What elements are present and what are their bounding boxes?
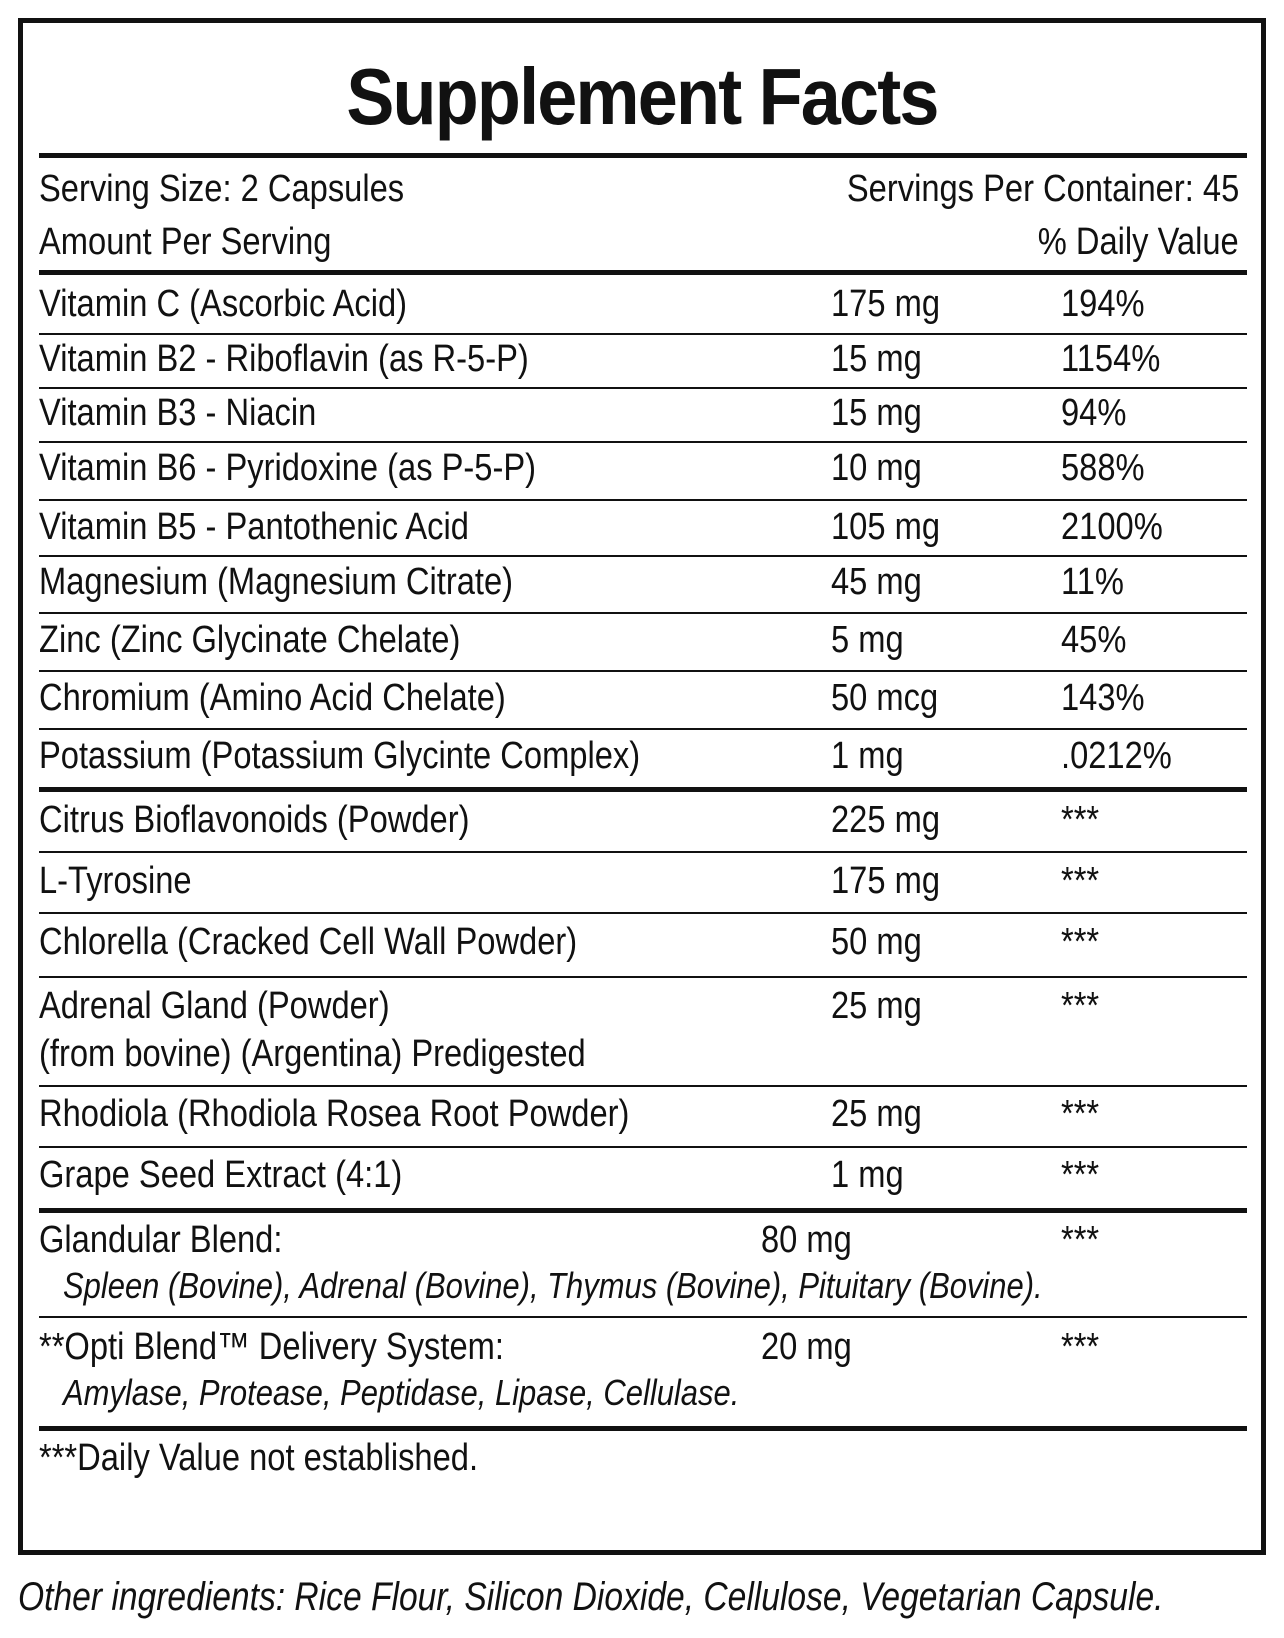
divider (39, 787, 1247, 792)
nutrient-daily-value: *** (1061, 860, 1100, 902)
row-divider (39, 728, 1247, 730)
blend-detail: Spleen (Bovine), Adrenal (Bovine), Thymus (Bovine), Pituitary (Bovine). (63, 1265, 1043, 1306)
row-divider (39, 670, 1247, 672)
nutrient-name: Chlorella (Cracked Cell Wall Powder) (39, 921, 578, 963)
nutrient-name: Vitamin B3 - Niacin (39, 392, 317, 434)
row-divider (39, 1085, 1247, 1087)
row-divider (39, 441, 1247, 443)
nutrient-name: Vitamin C (Ascorbic Acid) (39, 283, 408, 325)
divider (39, 1208, 1247, 1213)
nutrient-amount: 25 mg (831, 1093, 922, 1135)
nutrient-name: Citrus Bioflavonoids (Powder) (39, 799, 470, 841)
nutrient-amount: 175 mg (831, 283, 941, 325)
blend-name: Glandular Blend: (39, 1219, 283, 1261)
row-divider (39, 1146, 1247, 1148)
nutrient-amount: 1 mg (831, 1154, 904, 1196)
nutrient-daily-value: 143% (1061, 677, 1145, 719)
nutrient-amount: 15 mg (831, 338, 922, 380)
divider (39, 270, 1247, 275)
servings-per-container: Servings Per Container: 45 (846, 168, 1239, 210)
divider (39, 1426, 1247, 1431)
blend-daily-value: *** (1061, 1219, 1100, 1261)
nutrient-daily-value: .0212% (1061, 735, 1172, 777)
row-divider (39, 851, 1247, 853)
nutrient-daily-value: 2100% (1061, 506, 1163, 548)
nutrient-amount: 225 mg (831, 799, 941, 841)
nutrient-amount: 15 mg (831, 392, 922, 434)
nutrient-name: Vitamin B6 - Pyridoxine (as P-5-P) (39, 447, 537, 489)
row-divider (39, 976, 1247, 978)
nutrient-amount: 25 mg (831, 985, 922, 1027)
nutrient-daily-value: 94% (1061, 392, 1127, 434)
blend-amount: 80 mg (761, 1219, 852, 1261)
nutrient-daily-value: 11% (1061, 561, 1124, 603)
nutrient-name: Vitamin B2 - Riboflavin (as R-5-P) (39, 338, 529, 380)
row-divider (39, 499, 1247, 501)
blend-name: **Opti Blend™ Delivery System: (39, 1326, 504, 1368)
row-divider (39, 1316, 1247, 1318)
nutrient-daily-value: *** (1061, 1154, 1100, 1196)
blend-amount: 20 mg (761, 1326, 852, 1368)
nutrient-daily-value: *** (1061, 921, 1100, 963)
nutrient-name: Potassium (Potassium Glycinte Complex) (39, 735, 641, 777)
blend-detail: Amylase, Protease, Peptidase, Lipase, Cellulase. (63, 1372, 740, 1413)
other-ingredients: Other ingredients: Rice Flour, Silicon Dioxide, Cellulose, Vegetarian Capsule. (18, 1575, 1164, 1619)
nutrient-name: Grape Seed Extract (4:1) (39, 1154, 403, 1196)
row-divider (39, 912, 1247, 914)
nutrient-daily-value: 588% (1061, 447, 1145, 489)
row-divider (39, 555, 1247, 557)
nutrient-daily-value: *** (1061, 985, 1100, 1027)
nutrient-amount: 50 mcg (831, 677, 939, 719)
divider (39, 153, 1247, 158)
nutrient-name: L-Tyrosine (39, 860, 192, 902)
nutrient-amount: 105 mg (831, 506, 941, 548)
nutrient-name-detail: (from bovine) (Argentina) Predigested (39, 1033, 586, 1075)
supplement-facts-panel (18, 18, 1266, 1555)
panel-title: Supplement Facts (346, 52, 938, 141)
nutrient-name: Chromium (Amino Acid Chelate) (39, 677, 506, 719)
nutrient-name: Zinc (Zinc Glycinate Chelate) (39, 619, 461, 661)
nutrient-daily-value: *** (1061, 1093, 1100, 1135)
nutrient-amount: 175 mg (831, 860, 941, 902)
amount-per-serving-label: Amount Per Serving (39, 221, 332, 263)
nutrient-amount: 5 mg (831, 619, 904, 661)
footnote: ***Daily Value not established. (39, 1437, 479, 1479)
nutrient-amount: 10 mg (831, 447, 922, 489)
nutrient-amount: 1 mg (831, 735, 904, 777)
nutrient-name: Magnesium (Magnesium Citrate) (39, 561, 514, 603)
serving-size: Serving Size: 2 Capsules (39, 168, 405, 210)
nutrient-amount: 50 mg (831, 921, 922, 963)
nutrient-name: Adrenal Gland (Powder) (39, 985, 390, 1027)
blend-daily-value: *** (1061, 1326, 1100, 1368)
nutrient-daily-value: 45% (1061, 619, 1127, 661)
nutrient-daily-value: 194% (1061, 283, 1145, 325)
nutrient-name: Vitamin B5 - Pantothenic Acid (39, 506, 469, 548)
daily-value-header: % Daily Value (1037, 221, 1239, 263)
row-divider (39, 333, 1247, 335)
nutrient-amount: 45 mg (831, 561, 922, 603)
nutrient-name: Rhodiola (Rhodiola Rosea Root Powder) (39, 1093, 630, 1135)
row-divider (39, 612, 1247, 614)
row-divider (39, 387, 1247, 389)
nutrient-daily-value: 1154% (1061, 338, 1161, 380)
nutrient-daily-value: *** (1061, 799, 1100, 841)
